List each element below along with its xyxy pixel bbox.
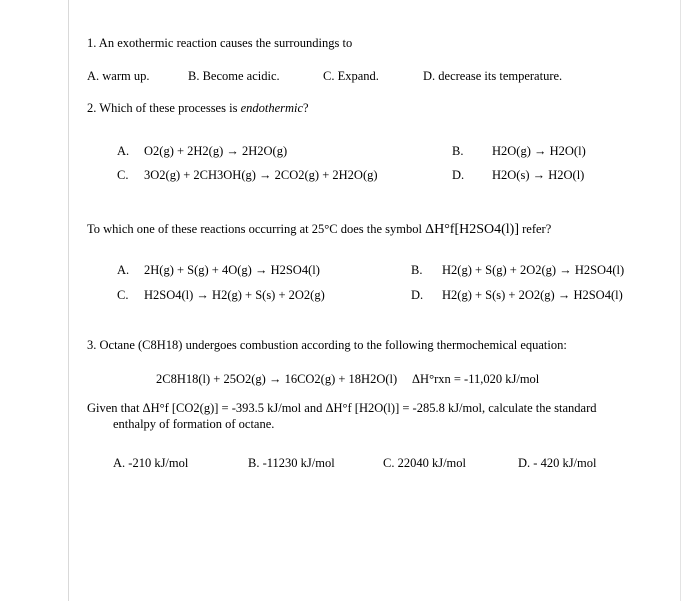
symbol-option-a-equation[interactable]: 2H(g) + S(g) + 4O(g) → H2SO4(l) (144, 263, 320, 277)
q1-option-a[interactable]: A. warm up. (87, 69, 150, 83)
q3-option-b[interactable]: B. -11230 kJ/mol (248, 456, 335, 470)
q3-given-line2: enthalpy of formation of octane. (113, 417, 275, 431)
symbol-option-d-letter[interactable]: D. (411, 288, 424, 302)
q2-option-b-letter[interactable]: B. (452, 144, 464, 158)
q3-delta-h: ΔH°rxn = -11,020 kJ/mol (412, 372, 540, 386)
delta-h-symbol: ΔH°f[H2SO4(l)] (425, 222, 519, 237)
q1-option-d[interactable]: D. decrease its temperature. (423, 69, 563, 83)
q2-option-d-equation[interactable]: H2O(s) → H2O(l) (492, 168, 585, 182)
symbol-option-a-letter[interactable]: A. (117, 263, 130, 277)
page-right-edge (680, 0, 681, 601)
symbol-question: To which one of these reactions occurring at 25°C does the symbol ΔH°f[H2SO4(l)] refer? (87, 222, 552, 237)
q2-option-c-letter[interactable]: C. (117, 168, 129, 182)
q3-given-line1: Given that ΔH°f [CO2(g)] = -393.5 kJ/mol and ΔH°f [H2O(l)] = -285.8 kJ/mol, calculate the standard (87, 401, 597, 415)
q1-option-c[interactable]: C. Expand. (323, 69, 379, 83)
symbol-option-b-equation[interactable]: H2(g) + S(g) + 2O2(g) → H2SO4(l) (442, 263, 625, 277)
q2-option-b-equation[interactable]: H2O(g) → H2O(l) (492, 144, 586, 158)
q2-option-c-equation[interactable]: 3O2(g) + 2CH3OH(g) → 2CO2(g) + 2H2O(g) (144, 168, 378, 182)
page-left-edge (68, 0, 69, 601)
q3-option-d[interactable]: D. - 420 kJ/mol (518, 456, 597, 470)
q2-option-d-letter[interactable]: D. (452, 168, 465, 182)
q2-option-a-letter[interactable]: A. (117, 144, 130, 158)
q3-option-a[interactable]: A. -210 kJ/mol (113, 456, 189, 470)
q2-question: 2. Which of these processes is endothermic? (87, 101, 309, 115)
q1-question: 1. An exothermic reaction causes the surroundings to (87, 36, 353, 50)
symbol-option-c-equation[interactable]: H2SO4(l) → H2(g) + S(s) + 2O2(g) (144, 288, 325, 302)
symbol-option-b-letter[interactable]: B. (411, 263, 423, 277)
q3-option-c[interactable]: C. 22040 kJ/mol (383, 456, 466, 470)
q3-equation: 2C8H18(l) + 25O2(g) → 16CO2(g) + 18H2O(l) (156, 372, 398, 386)
q3-question: 3. Octane (C8H18) undergoes combustion according to the following thermochemical equation: (87, 338, 567, 352)
symbol-option-c-letter[interactable]: C. (117, 288, 129, 302)
symbol-option-d-equation[interactable]: H2(g) + S(s) + 2O2(g) → H2SO4(l) (442, 288, 623, 302)
q2-option-a-equation[interactable]: O2(g) + 2H2(g) → 2H2O(g) (144, 144, 288, 158)
q1-option-b[interactable]: B. Become acidic. (188, 69, 280, 83)
